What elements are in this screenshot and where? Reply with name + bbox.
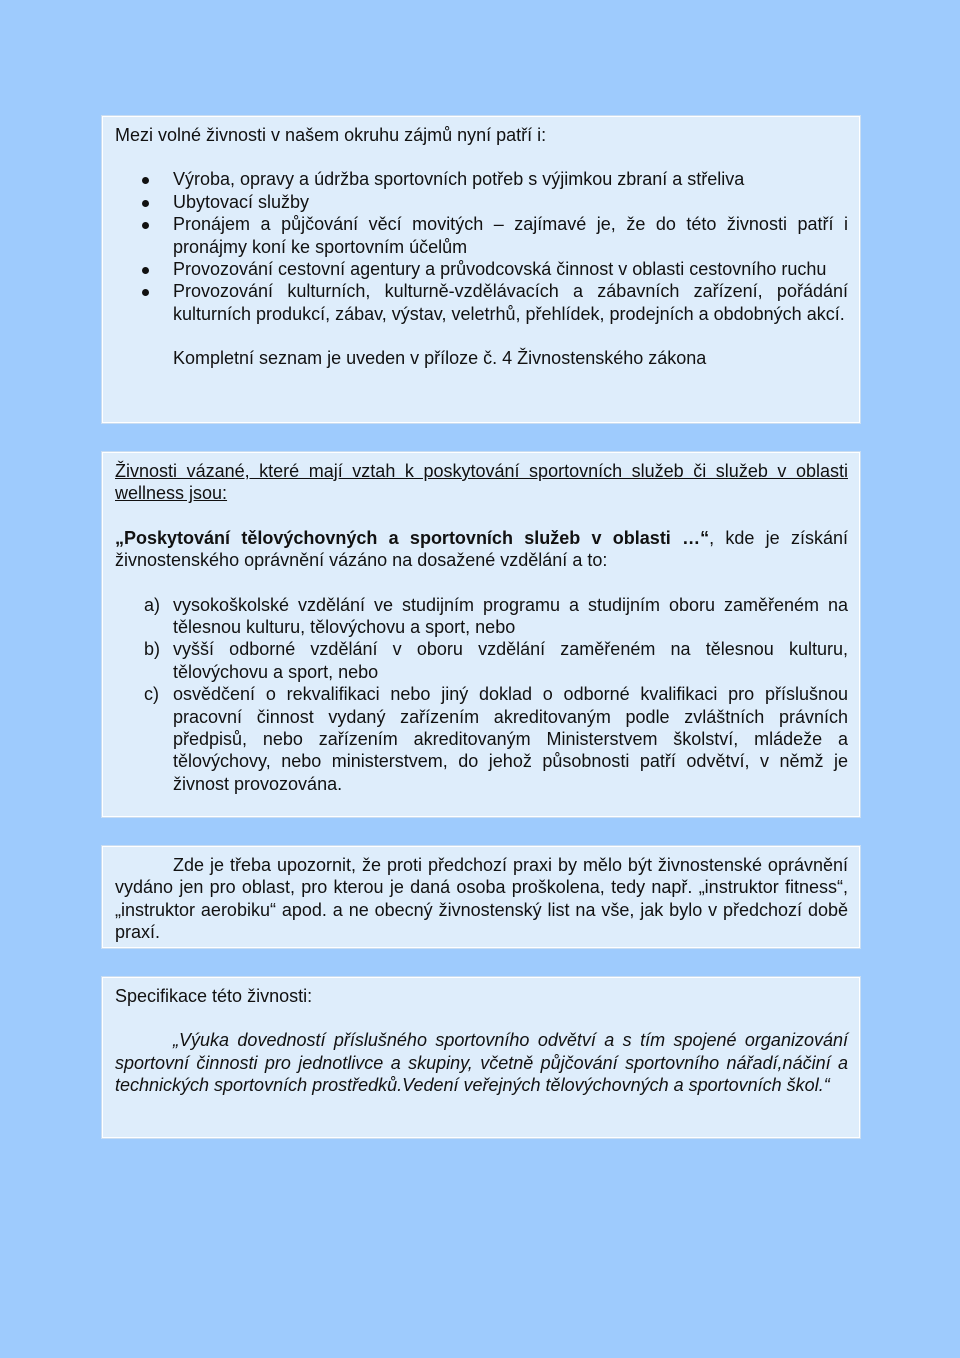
specification-heading: Specifikace této živnosti: bbox=[115, 986, 313, 1006]
specification-quote: „Výuka dovedností příslušného sportovního odvětví a s tím spojené organizování sportovní činnosti pro jednotlivce a skupiny, včetně půjčování sportovního nářadí,náčiní a technických sportovních prostředků.Vedení veřejných tělovýchovných a sportovních škol.“ bbox=[115, 1030, 848, 1096]
list-item: b) vyšší odborné vzdělání v oboru vzdělání zaměřeném na tělesnou kulturu, tělovýchovu a sport, nebo bbox=[144, 639, 848, 682]
bullet-icon bbox=[142, 267, 149, 274]
practice-note-box bbox=[101, 845, 861, 949]
free-trades-heading: Mezi volné živnosti v našem okruhu zájmů nyní patří i: bbox=[115, 125, 547, 145]
bound-trades-heading: Živnosti vázané, které mají vztah k poskytování sportovních služeb či služeb v oblasti wellness jsou: bbox=[115, 461, 848, 504]
list-item: Ubytovací služby bbox=[115, 191, 848, 213]
bullet-icon bbox=[142, 200, 149, 207]
list-item: Pronájem a půjčování věcí movitých – zajímavé je, že do této živnosti patří i pronájmy koní ke sportovním účelům bbox=[115, 213, 848, 258]
practice-note-text: Zde je třeba upozornit, že proti předchozí praxi by mělo být živnostenské oprávnění vydáno jen pro oblast, pro kterou je daná osoba proškolena, tedy např. „instruktor fitness“, „instruktor aerobiku“ apod. a ne obecný živnostenský list na vše, jak bylo v předchozí době praxí. bbox=[115, 855, 848, 943]
bound-trades-intro bbox=[115, 527, 848, 572]
bound-trade-condition: , kde je získání živnostenského oprávnění vázáno na dosažené vzdělání a to: bbox=[115, 527, 848, 571]
list-item: c) osvědčení o rekvalifikaci nebo jiný doklad o odborné kvalifikaci pro příslušnou pracovní činnost vydaný zařízením akreditovaným podle zvláštních právních předpisů, nebo zařízením akreditovaným Ministerstvem školství, mládeže a tělovýchovy, nebo ministerstvem, do jehož působnosti patří odvětví, v němž je živnost provozována. bbox=[144, 684, 848, 794]
free-trades-box bbox=[101, 115, 861, 424]
list-item: Provozování cestovní agentury a průvodcovská činnost v oblasti cestovního ruchu bbox=[115, 258, 848, 280]
list-item: Výroba, opravy a údržba sportovních potřeb s výjimkou zbraní a střeliva bbox=[115, 168, 848, 190]
list-item: a) vysokoškolské vzdělání ve studijním programu a studijním oboru zaměřeném na tělesnou kulturu, tělovýchovu a sport, nebo bbox=[144, 594, 848, 638]
bullet-icon bbox=[142, 289, 149, 296]
bullet-icon bbox=[142, 222, 149, 229]
bullet-icon bbox=[142, 177, 149, 184]
free-trades-list bbox=[115, 168, 848, 325]
appendix-note: Kompletní seznam je uveden v příloze č. 4 Živnostenského zákona bbox=[173, 348, 707, 369]
education-requirements-list bbox=[115, 594, 848, 796]
bound-trades-box bbox=[101, 451, 861, 818]
bound-trade-title: „Poskytování tělovýchovných a sportovních služeb v oblasti …“ bbox=[115, 527, 710, 548]
trade-specification-box bbox=[101, 976, 861, 1139]
list-item: Provozování kulturních, kulturně-vzdělávacích a zábavních zařízení, pořádání kulturních produkcí, zábav, výstav, veletrhů, přehlídek, prodejních a obdobných akcí. bbox=[115, 280, 848, 325]
